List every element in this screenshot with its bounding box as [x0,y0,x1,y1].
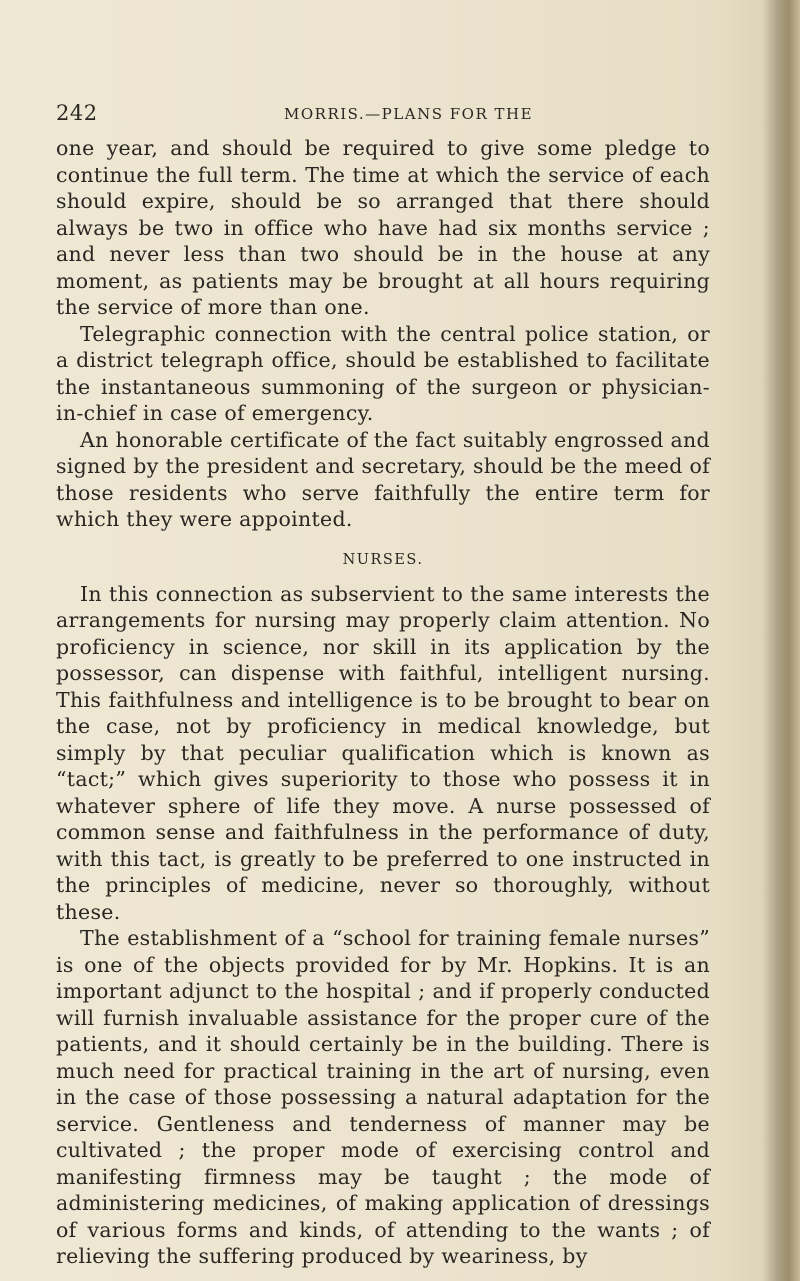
paragraph-honorable-certificate: An honorable certificate of the fact suitably engrossed and signed by the president and secretary, should be the meed of those residents who serve faithfully the entire term for which they were appointed. [56,427,710,531]
section-heading-nurses: NURSES. [342,551,424,568]
page-number: 242 [56,101,98,125]
paragraph-training-school: The establishment of a “school for training female nurses” is one of the objects provided for by Mr. Hopkins. It is an important adjunct to the hospital ; and if properly conducted will furnish invaluable assistance for the proper cure of the patients, and it should certainly be in the building. There is much need for practical training in the art of nursing, even in the case of those possessing a natural adaptation for the service. Gentleness and tenderness of manner may be cultivated ; the proper mode of exercising control and manifesting firmness may be taught ; the mode of administering medicines, of making application of dressings of various forms and kinds, of attending to the wants ; of relieving the suffering produced by weariness, by [56,926,710,1268]
paragraph-nursing-arrangements: In this connection as subservient to the same interests the arrangements for nursing may properly claim attention. No proficiency in science, nor skill in its application by the possessor, can dispense with faithful, intelligent nursing. This faithfulness and intelligence is to be brought to bear on the case, not by proficiency in medical knowledge, but simply by that peculiar qualification which is known as “tact;” which gives superiority to those who possess it in whatever sphere of life they move. A nurse possessed of common sense and faithfulness in the performance of duty, with this tact, is greatly to be preferred to one instructed in the principles of medicine, never so thoroughly, without these. [56,581,710,924]
book-binding-edge [762,0,800,1281]
paragraph-telegraphic-connection: Telegraphic connection with the central police station, or a district telegraph office, should be established to facilitate the instantaneous summoning of the surgeon or physician-in-chief in case of emergency. [56,321,710,425]
running-head: MORRIS.—PLANS FOR THE [284,105,534,123]
paragraph-resident-term: one year, and should be required to give some pledge to continue the full term. The time at which the service of each should expire, should be so arranged that there should always be two in office who have had six months service ; and never less than two should be in the house at any moment, as patients may be brought at all hours requiring the service of more than one. [56,136,710,319]
page-body [56,135,710,1270]
page-header [56,101,712,131]
